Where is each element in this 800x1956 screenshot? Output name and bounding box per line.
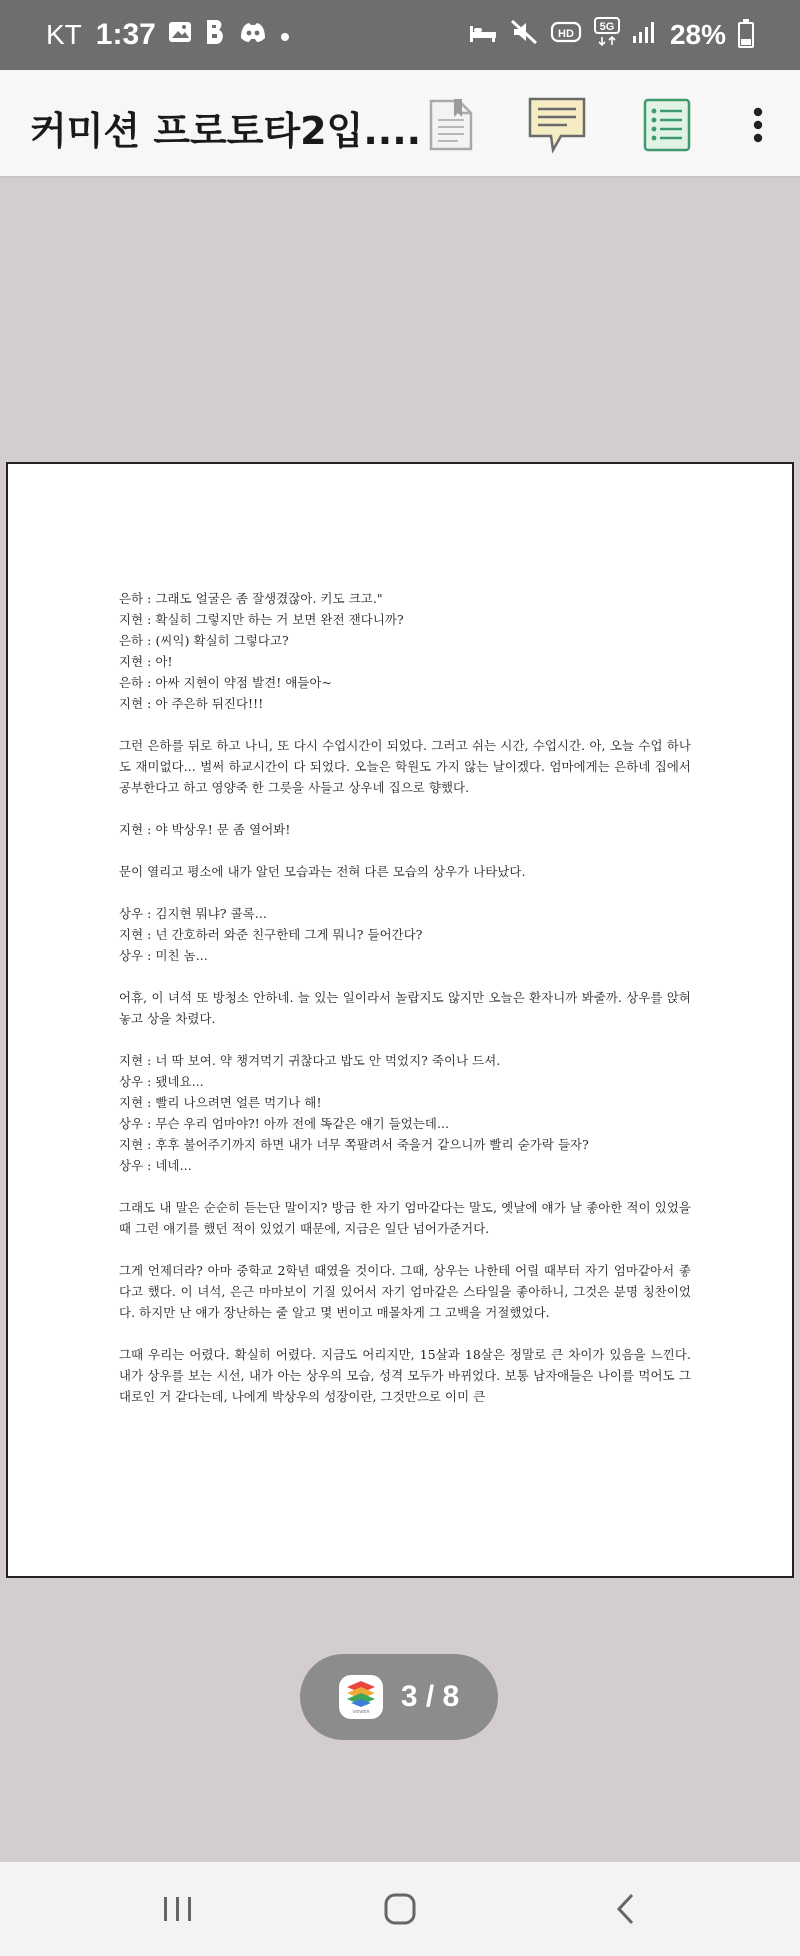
dialogue-line: 상우 : 네네... — [119, 1158, 192, 1173]
sleep-mode-icon — [468, 20, 498, 51]
battery-percent: 28% — [669, 19, 726, 50]
dialogue-line: 은하 : 아싸 지현이 약점 발견! 얘들아~ — [119, 675, 333, 690]
paragraph: 그게 언제더라? 아마 중학교 2학년 때였을 것이다. 그때, 상우는 나한테 어릴 때부터 자기 엄마같아서 좋다고 했다. 이 녀석, 은근 마마보이 기질 있어서 자기 엄마같은 스타일을 좋아하니, 그것은 분명 칭찬이었다. 하지만 난 얘가 장난하는 줄 알고 몇 번이고 매몰차게 그 고백을 거절했었다. — [119, 1263, 691, 1320]
document-icon — [428, 98, 474, 152]
page-text — [119, 588, 691, 1407]
dialogue-line: 지현 : 야 박상우! 문 좀 열어봐! — [119, 822, 291, 837]
b-app-notification-icon — [204, 19, 226, 52]
document-viewer[interactable] — [0, 180, 800, 1862]
back-icon — [612, 1891, 640, 1927]
more-notifications-dot-icon — [280, 21, 290, 49]
dialogue-line: 지현 : 빨리 나으려면 얼른 먹기나 해! — [119, 1095, 322, 1110]
home-button[interactable] — [370, 1884, 430, 1934]
page-indicator[interactable] — [300, 1654, 498, 1740]
paragraph: 그때 우리는 어렸다. 확실히 어렸다. 지금도 어리지만, 15살과 18살은 정말로 큰 차이가 있음을 느낀다. 내가 상우를 보는 시선, 내가 아는 상우의 모습, 성격 모두가 바뀌었다. 보통 남자애들은 나이를 먹어도 그대로인 거 같다는데, 나에게 박상우의 성장이란, 그것만으로 이미 큰 — [119, 1347, 691, 1404]
dialogue-line: 지현 : 너 딱 보여. 약 챙겨먹기 귀찮다고 밥도 안 먹었지? 죽이나 드셔. — [119, 1053, 501, 1068]
dialogue-line: 은하 : 그래도 얼굴은 좀 잘생겼잖아. 키도 크고." — [119, 591, 383, 606]
paragraph: 그런 은하를 뒤로 하고 나니, 또 다시 수업시간이 되었다. 그러고 쉬는 시간, 수업시간. 아, 오늘 수업 하나도 재미없다... 벌써 하교시간이 다 되었다. 오늘은 학원도 가지 않는 날이겠다. 엄마에게는 은하네 집에서 공부한다고 하고 영양죽 한 그릇을 사들고 상우네 집으로 향했다. — [119, 738, 691, 795]
battery-icon — [738, 22, 754, 48]
more-vertical-icon — [752, 107, 764, 143]
discord-notification-icon — [238, 20, 268, 51]
document-title: 커미션 프로토타2입.... — [30, 109, 422, 153]
page-counter: 3 / 8 — [400, 1680, 460, 1713]
dialogue-line: 지현 : 아! — [119, 654, 173, 669]
paragraph: 문이 열리고 평소에 내가 알던 모습과는 전혀 다른 모습의 상우가 나타났다. — [119, 864, 526, 879]
svg-text:HD: HD — [558, 27, 574, 40]
paragraph: 어휴, 이 녀석 또 방청소 안하네. 늘 있는 일이라서 놀랍지도 않지만 오늘은 환자니까 봐줄까. 상우를 앉혀놓고 상을 차렸다. — [119, 990, 691, 1026]
document-page[interactable] — [6, 462, 794, 1578]
hd-voice-icon — [550, 20, 582, 51]
svg-text:VIEWER: VIEWER — [352, 1709, 370, 1714]
gallery-notification-icon — [168, 21, 192, 50]
dialogue-line: 상우 : 김지현 뭐냐? 콜록... — [119, 906, 267, 921]
carrier-label: KT — [46, 19, 82, 50]
app-bar — [0, 70, 800, 178]
navigation-bar — [0, 1862, 800, 1956]
dialogue-line: 상우 : 됐네요... — [119, 1074, 204, 1089]
network-5g-icon — [594, 17, 620, 54]
back-button[interactable] — [596, 1884, 656, 1934]
mute-icon — [510, 19, 538, 52]
dialogue-line: 지현 : 아 주은하 뒤진다!!! — [119, 696, 264, 711]
dialogue-line: 지현 : 넌 간호하러 와준 친구한테 그게 뭐니? 들어간다? — [119, 927, 423, 942]
dialogue-line: 은하 : (씨익) 확실히 그렇다고? — [119, 633, 289, 648]
dialogue-line: 지현 : 확실히 그렇지만 하는 거 보면 완전 잰다니까? — [119, 612, 404, 627]
recent-apps-button[interactable] — [148, 1884, 208, 1934]
signal-strength-icon — [632, 20, 658, 51]
page-view-button[interactable] — [416, 92, 486, 158]
list-icon — [643, 98, 691, 152]
dialogue-line: 상우 : 무슨 우리 엄마야?! 아까 전에 똑같은 얘기 들었는데... — [119, 1116, 450, 1131]
comments-button[interactable] — [522, 92, 592, 158]
dialogue-line: 상우 : 미친 놈... — [119, 948, 208, 963]
table-of-contents-button[interactable] — [632, 92, 702, 158]
svg-text:5G: 5G — [599, 20, 615, 33]
home-icon — [382, 1891, 418, 1927]
more-options-button[interactable] — [740, 92, 776, 158]
status-bar — [0, 0, 800, 70]
comment-icon — [527, 96, 587, 154]
paragraph: 그래도 내 말은 순순히 듣는단 말이지? 방금 한 자기 엄마같다는 말도, 옛날에 얘가 날 좋아한 적이 있었을 때 그런 얘기를 했던 적이 있었기 때문에, 지금은 일단 넘어가준거다. — [119, 1200, 691, 1236]
clock: 1:37 — [95, 18, 156, 51]
recents-icon — [161, 1892, 195, 1926]
dialogue-line: 지현 : 후후 불어주기까지 하면 내가 너무 쪽팔려서 죽을거 같으니까 빨리 숟가락 들자? — [119, 1137, 589, 1152]
viewer-app-logo-icon — [339, 1675, 383, 1719]
